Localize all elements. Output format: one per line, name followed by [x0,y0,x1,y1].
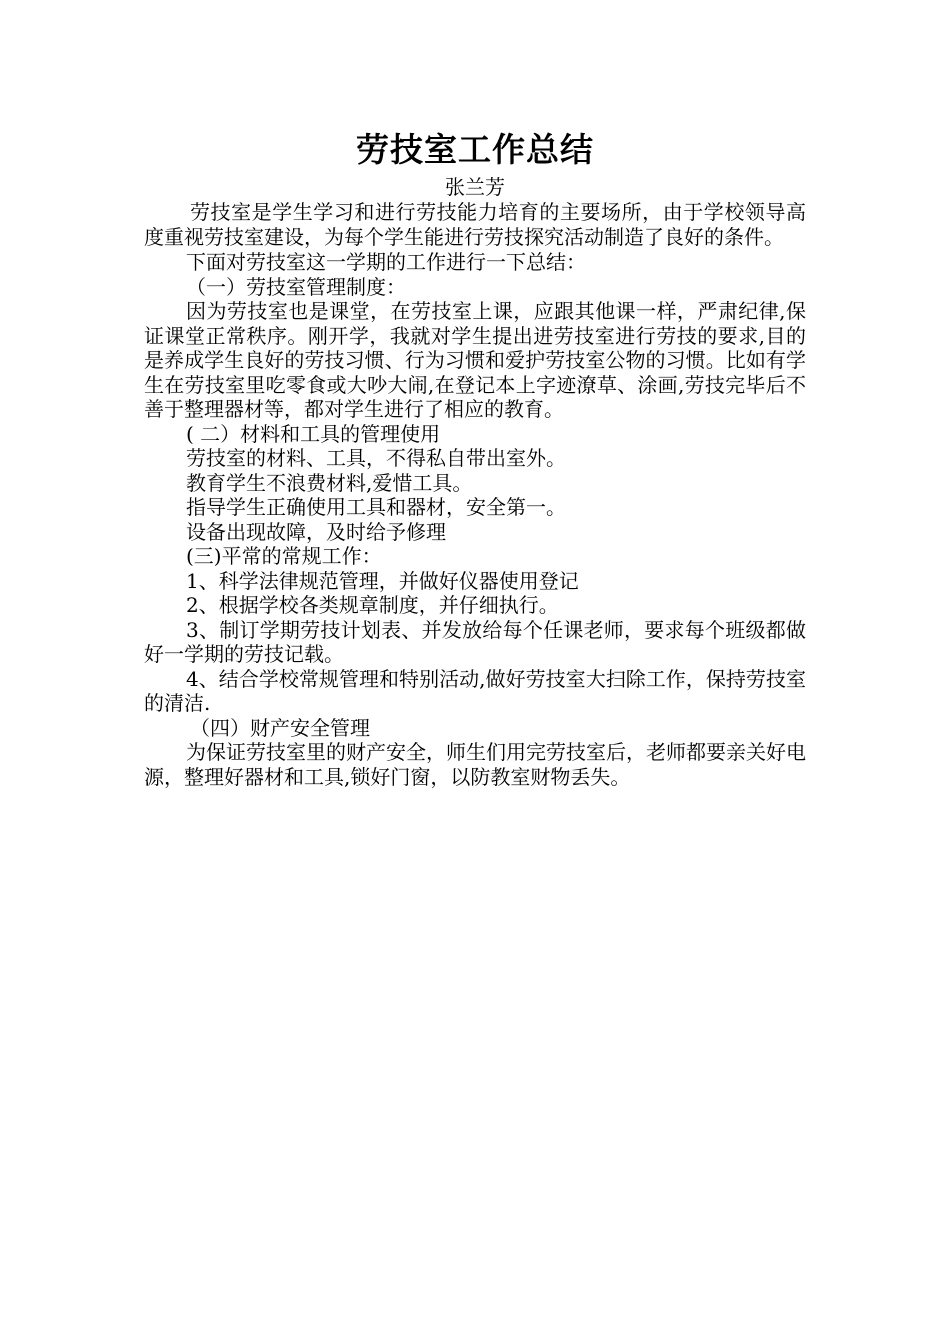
list-item-routine-1: 1、科学法律规范管理，并做好仪器使用登记 [186,568,579,593]
paragraph-summary-lead: 下面对劳技室这一学期的工作进行一下总结： [186,250,586,274]
list-item-routine-3: 3、制订学期劳技计划表、并发放给每个任课老师，要求每个班级都做好一学期的劳技记载。 [144,617,806,666]
paragraph-property-safety: 为保证劳技室里的财产安全，师生们用完劳技室后，老师都要亲关好电源，整理好器材和工具,锁好门窗，以防教室财物丢失。 [144,740,806,789]
paragraph-intro: 劳技室是学生学习和进行劳技能力培育的主要场所，由于学校领导高度重视劳技室建设，为每个学生能进行劳技探究活动制造了良好的条件。 [144,200,806,249]
list-item-routine-2: 2、根据学校各类规章制度，并仔细执行。 [186,593,559,617]
document-author: 张兰芳 [445,175,505,199]
list-item-materials-3: 指导学生正确使用工具和器材，安全第一。 [186,495,566,519]
list-item-materials-2: 教育学生不浪费材料,爱惜工具。 [186,470,473,495]
section-heading-1: （一）劳技室管理制度： [186,274,406,299]
list-item-routine-4: 4、结合学校常规管理和特别活动,做好劳技室大扫除工作，保持劳技室的清洁. [144,666,806,715]
section-heading-4: （四）财产安全管理 [190,715,370,740]
list-item-materials-4: 设备出现故障，及时给予修理 [186,519,446,544]
paragraph-management-rules: 因为劳技室也是课堂，在劳技室上课，应跟其他课一样，严肃纪律,保证课堂正常秩序。刚开学，我就对学生提出进劳技室进行劳技的要求,目的是养成学生良好的劳技习惯、行为习惯和爱护劳技室公物的习惯。比如有学生在劳技室里吃零食或大吵大闹,在登记本上字迹潦草、涂画,劳技完毕后不善于整理器材等，都对学生进行了相应的教育。 [144,299,806,421]
section-heading-2: ( 二）材料和工具的管理使用 [186,421,441,446]
document-title: 劳技室工作总结 [356,130,594,169]
document-body [144,128,806,789]
list-item-materials-1: 劳技室的材料、工具，不得私自带出室外。 [186,446,566,470]
section-heading-3: (三)平常的常规工作： [186,544,382,568]
